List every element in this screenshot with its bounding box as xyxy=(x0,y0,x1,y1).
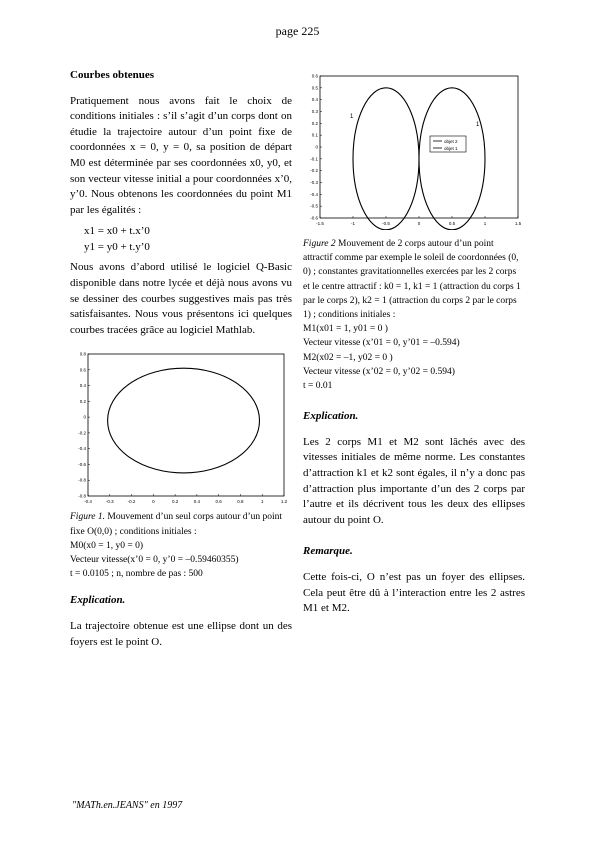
left-column xyxy=(70,68,292,650)
legend-entry-objet-1: objet 1 xyxy=(444,146,458,151)
y-tick-label: 0.1 xyxy=(311,132,318,138)
y-tick-label: 0.8 xyxy=(79,351,86,357)
y-tick-label: -0.8 xyxy=(78,493,86,499)
y-tick-label: -0.4 xyxy=(310,191,318,197)
figure-1-caption-text: Mouvement d’un seul corps autour d’un point fixe O(0,0) ; conditions initiales : xyxy=(70,512,283,537)
y-tick-label: -0.1 xyxy=(310,156,318,162)
figure-2-chart xyxy=(306,70,524,230)
figure-2-caption xyxy=(303,237,525,393)
y-tick-label: -0.8 xyxy=(78,478,86,484)
x-tick-label: -1.5 xyxy=(316,221,324,226)
figure-1-caption-steps: t = 0.0105 ; n, nombre de pas : 500 xyxy=(70,569,203,580)
x-tick-label: 1.2 xyxy=(280,499,288,505)
x-tick-label: -0.3 xyxy=(105,499,114,505)
y-tick-label: 0.6 xyxy=(311,73,318,79)
equation-y: y1 = y0 + t.y’0 xyxy=(84,241,150,254)
x-tick-label: -0.5 xyxy=(382,221,390,226)
figure-2-annotation-left: 1 xyxy=(350,114,354,120)
y-tick-label: -0.2 xyxy=(310,168,318,174)
y-tick-label: 0.5 xyxy=(311,85,318,91)
figure-1-caption xyxy=(70,510,292,581)
x-tick-label: 1.5 xyxy=(514,221,522,226)
equation-x: x1 = x0 + t.x’0 xyxy=(84,225,150,238)
y-tick-label: 0.3 xyxy=(311,109,318,114)
explication-text-right: Les 2 corps M1 et M2 sont lâchés avec des vitesses initiales de même norme. Les constantes d’attraction k1 et k2 sont égales, il n’y a donc pas d’attraction plus importante d’un des 2 corps par l’autre et ils décrivent tous les deux des ellipses autour du point O. xyxy=(303,435,525,526)
figure-2-caption-v1: Vecteur vitesse (x’01 = 0, y’01 = –0.594) xyxy=(303,338,460,349)
intro-paragraph: Pratiquement nous avons fait le choix de conditions initiales : s’il s’agit d’un corps dont on étudie la trajectoire autour d’un point fixe de coordonnées x = 0, y = 0, sa position de départ M0 est déterminée par ses coordonnées x0, y0, et son vecteur vitesse initial a pour coordonnées x’0, y’0. Nous obtenons les coordonnées du point M1 par les égalités : xyxy=(70,94,292,216)
right-column xyxy=(303,237,525,617)
figure-1-label: Figure 1. xyxy=(70,512,106,523)
x-tick-label: 0.6 xyxy=(215,499,222,505)
figure-1-caption-position: M0(x0 = 1, y0 = 0) xyxy=(70,540,143,551)
figure-2-label: Figure 2 xyxy=(303,239,336,249)
y-tick-label: 0.2 xyxy=(79,399,86,405)
y-tick-label: 0.6 xyxy=(79,367,86,373)
x-tick-label: -0.2 xyxy=(127,499,136,505)
x-tick-label: 0.2 xyxy=(171,499,179,505)
footer: "MATh.en.JEANS" en 1997 xyxy=(72,800,183,811)
x-tick-label: 1 xyxy=(260,499,264,505)
figure-2-caption-v2: Vecteur vitesse (x’02 = 0, y’02 = 0.594) xyxy=(303,366,455,377)
y-tick-label: 0.4 xyxy=(79,383,86,389)
x-tick-label: 1 xyxy=(483,221,487,226)
y-tick-label: -0.6 xyxy=(78,462,86,468)
explication-heading-left: Explication. xyxy=(70,594,126,607)
section-heading: Courbes obtenues xyxy=(70,69,155,81)
x-tick-label: 0.8 xyxy=(237,499,244,505)
x-tick-label: 0 xyxy=(417,221,421,226)
figure-2-caption-text: Mouvement de 2 corps autour d’un point attractif comme par exemple le soleil de coordonnées (0, 0) ; constantes gravitationnelles exercées par les 2 corps et le centre attractif : k0 = 1, k1 = 1 (attraction du corps 1 par le corps 2), k2 = 1 (attraction du corps 2 par le corps 1) ; conditions initiales : xyxy=(303,239,521,321)
y-tick-label: -0.4 xyxy=(78,446,86,452)
remarque-text: Cette fois-ci, O n’est pas un foyer des ellipses. Cela peut être dû à l’interaction entre les 2 astres M1 et M2. xyxy=(303,570,525,615)
figure-2-caption-m1: M1(x01 = 1, y01 = 0 ) xyxy=(303,324,388,335)
y-tick-label: 0.4 xyxy=(311,97,318,103)
y-tick-label: 0.2 xyxy=(311,120,318,126)
x-tick-label: 0 xyxy=(152,499,155,505)
y-tick-label: -0.5 xyxy=(310,203,318,209)
figure-2-legend xyxy=(430,136,466,152)
figure-2-caption-t: t = 0.01 xyxy=(303,381,333,392)
figure-1-chart xyxy=(70,348,292,506)
explication-heading-right: Explication. xyxy=(303,410,359,423)
figure-1-caption-velocity: Vecteur vitesse(x’0 = 0, y’0 = –0.59460355) xyxy=(70,554,239,565)
figure-2-annotation-right: 1 xyxy=(476,122,480,128)
x-tick-label: 0.5 xyxy=(448,221,456,226)
page-number: page 225 xyxy=(275,24,320,38)
remarque-heading: Remarque. xyxy=(303,545,353,558)
y-tick-label: -0.2 xyxy=(78,430,86,436)
software-paragraph: Nous avons d’abord utilisé le logiciel Q-Basic disponible dans notre lycée et déjà nous avons vu se dessiner des courbes suggestives mais pas très satisfaisantes. Nous vous présentons ici quelques courbes tracées grâce au logiciel Mathlab. xyxy=(70,261,292,336)
figure-2-caption-m2: M2(x02 = –1, y02 = 0 ) xyxy=(303,352,393,363)
y-tick-label: 0 xyxy=(315,144,318,150)
y-tick-label: -0.6 xyxy=(310,215,318,221)
x-tick-label: -0.4 xyxy=(84,499,92,505)
y-tick-label: -0.3 xyxy=(310,180,318,185)
x-tick-label: -1 xyxy=(350,221,356,226)
figure-1-frame xyxy=(88,354,284,496)
y-tick-label: 0 xyxy=(83,414,86,420)
legend-entry-objet-2: objet 2 xyxy=(444,139,458,144)
explication-text-left: La trajectoire obtenue est une ellipse dont un des foyers est le point O. xyxy=(70,619,292,648)
x-tick-label: 0.4 xyxy=(193,499,201,505)
